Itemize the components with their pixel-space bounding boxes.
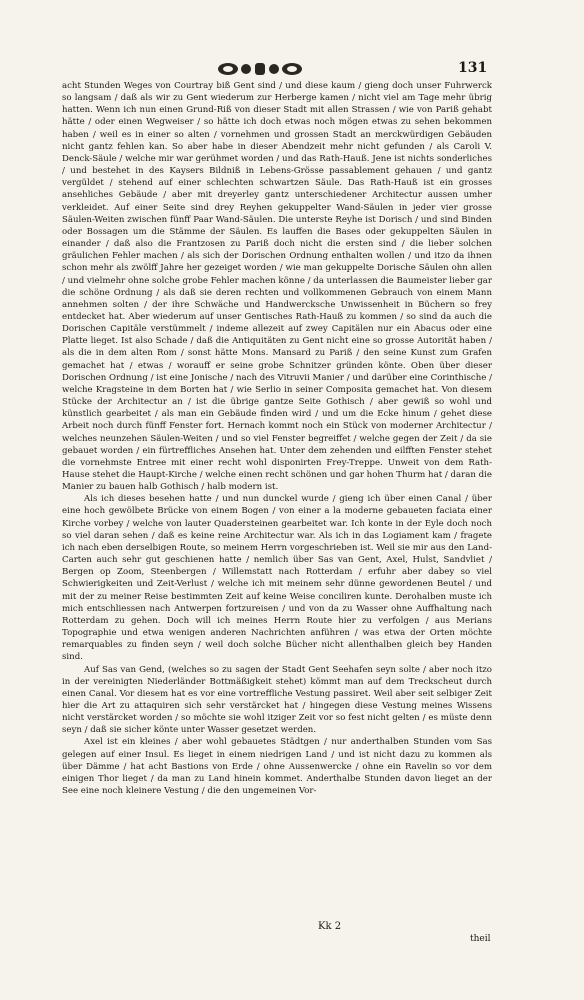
paragraph: acht Stunden Weges von Courtray biß Gent sind / und diese kaum / gieng doch unser Fuhrwerck so langsam / daß als wir zu Gent wiederum zur Herberge kamen / nicht viel am Tage mehr übrig hatten. Wenn ich nun einen Grund-Riß von dieser Stadt mit allen Strassen / wie von Pariß gehabt hätte / oder einen Wegweiser / so hätte ich doch etwas noch mögen etwas zu sehen bekommen haben / weil es in einer so alten / vornehmen und grossen Stadt an merckwürdigen Gebäuden nicht gantz fehlen kan. So aber habe in dieser Abendzeit mehr nicht gefunden / als Caroli V. Denck-Säule / welche mir war gerühmet worden / und das Rath-Hauß. Jene ist nichts sonderliches / und bestehet in des Kaysers Bildniß in Lebens-Grösse passablement gehauen / und gantz vergüldet / stehend auf einer schlechten schwartzen Säule. Das Rath-Hauß ist ein grosses ansehliches Gebäude / aber mit dreyerley gantz unterschiedener Architectur aussen umher verkleidet. Auf einer Seite sind drey Reyhen gekuppelter Wand-Säulen in jeder vier grosse Säulen-Weiten zwischen fünff Paar Wand-Säulen. Die unterste Reyhe ist Dorisch / und sind Binden oder Bossagen um die Stämme der Säulen. Es lauffen die Bases oder gekuppelten Säulen in einander / daß also die Frantzosen zu Pariß doch nicht die ersten sind / die lieber solchen gräulichen Fehler machen / als sich der Dorischen Ordnung enthalten wollen / und itzo da ihnen schon mehr als zwölff Jahre her gezeiget worden / wie man gekuppelte Dorische Säulen ohn allen / und vielmehr ohne solche grobe Fehler machen könne / da unterlassen die Baumeister lieber gar die schöne Ordnung / als daß sie deren rechten und vollkommenen Gebrauch von einem Mann annehmen solten / der ihre Schwäche und Handwercksche Unwissenheit in Büchern so frey entdecket hat. Aber wiederum auf unser Gentisches Rath-Hauß zu kommen / so sind da auch die Dorischen Capitäle verstümmelt / indeme allezeit auf zwey Capitälen nur ein Abacus oder eine Platte lieget. Ist also Schade / daß die Antiquitäten zu Gent nicht eine so grosse Autorität haben / als die in dem alten Rom / sonst hätte Mons. Mansard zu Pariß / den seine Kunst zum Grafen gemachet hat / etwas / worauff er seine grobe Schnitzer gründen könte. Oben über dieser Dorischen Ordnung / ist eine Jonische / nach des Vitruvii Manier / und darüber eine Corinthische / welche Kragsteine in dem Borten hat / wie Serlio in seiner Composita gemachet hat. Von diesem Stücke der Architectur an / ist die übrige gantze Seite Gothisch / aber gewiß so wohl und künstlich gearbeitet / als man ein Gebäude finden wird / und um die Ecke hinum / gehet diese Arbeit noch durch fünff Fenster fort. Hernach kommt noch ein Stück von moderner Architectur / welches neunzehen Säulen-Weiten / und so viel Fenster begreiffet / welche gegen der Zeit / da sie gebauet worden / ein fürtreffliches Ansehen hat. Unter dem zehenden und eilfften Fenster stehet die vornehmste Entree mit einer recht wohl disponirten Frey-Treppe. Unweit von dem Rath-Hause stehet die Haupt-Kirche / welche einen recht schönen und gar hohen Thurm hat / daran die Manier zu bauen halb Gothisch / halb modern ist. bbox=[62, 81, 492, 493]
body-text bbox=[62, 80, 492, 797]
page-number: 131 bbox=[458, 60, 488, 76]
paragraph: Auf Sas van Gend, (welches so zu sagen der Stadt Gent Seehafen seyn solte / aber noch itzo in der vereinigten Niederländer Bottmäßigkeit stehet) kömmt man auf dem Treckscheut durch einen Canal. Vor diesem hat es vor eine vortreffliche Vestung passiret. Weil aber seit selbiger Zeit hier die Art zu attaquiren sich sehr verstärcket hat / hingegen diese Vestung meines Wissens nicht verstärcket worden / so möchte sie wohl itziger Zeit vor so fest nicht gelten / es müste denn seyn / daß sie sicher könte unter Wasser gesetzet werden. bbox=[62, 664, 492, 736]
catchword: theil bbox=[470, 934, 491, 944]
signature-mark: Kk 2 bbox=[318, 921, 342, 932]
header-ornament bbox=[215, 60, 305, 78]
paragraph: Axel ist ein kleines / aber wohl gebauetes Städtgen / nur anderthalben Stunden vom Sas gelegen auf einer Insul. Es lieget in einem niedrigen Land / und ist nicht dazu zu kommen als über Dämme / hat acht Bastions von Erde / ohne Aussenwercke / ohne ein Ravelin so vor dem einigen Thor lieget / da man zu Land hinein kommet. Anderthalbe Stunden davon lieget an der See eine noch kleinere Vestung / die den ungemeinen Vor- bbox=[62, 737, 492, 797]
paragraph: Als ich dieses besehen hatte / und nun dunckel wurde / gieng ich über einen Canal / über eine hoch gewölbete Brücke von einem Bogen / von einer a la moderne gebaueten faciata einer Kirche vorbey / welche von lauter Quadersteinen gearbeitet war. Ich konte in der Eyle doch noch so viel daran sehen / daß es keine reine Architectur war. Als ich in das Logiament kam / fragete ich nach eben derselbigen Route, so meinem Herrn vorgeschrieben ist. Weil sie mir aus den Land-Carten auch sehr gut geschienen hatte / nemlich über Sas van Gent, Axel, Hulst, Sandvliet / Bergen op Zoom, Steenbergen / Willemstatt nach Rotterdam / erfuhr aber dabey so viel Schwierigkeiten und Zeit-Verlust / welche ich mit meinem sehr dünne gewordenen Beutel / und mit der zu meiner Reise bestimmten Zeit auf keine Weise conciliren kunte. Derohalben muste ich mich entschliessen nach Antwerpen fortzureisen / und von da zu Wasser ohne Auffhaltung nach Rotterdam zu gehen. Doch will ich meines Herrn Route hier zu verfolgen / aus Merians Topographie und etwa wenigen anderen Nachrichten anführen / was etwa der Orten möchte remarquables zu finden seyn / weil doch solche Bücher nicht allenthalben gleich bey Handen sind. bbox=[62, 494, 492, 663]
